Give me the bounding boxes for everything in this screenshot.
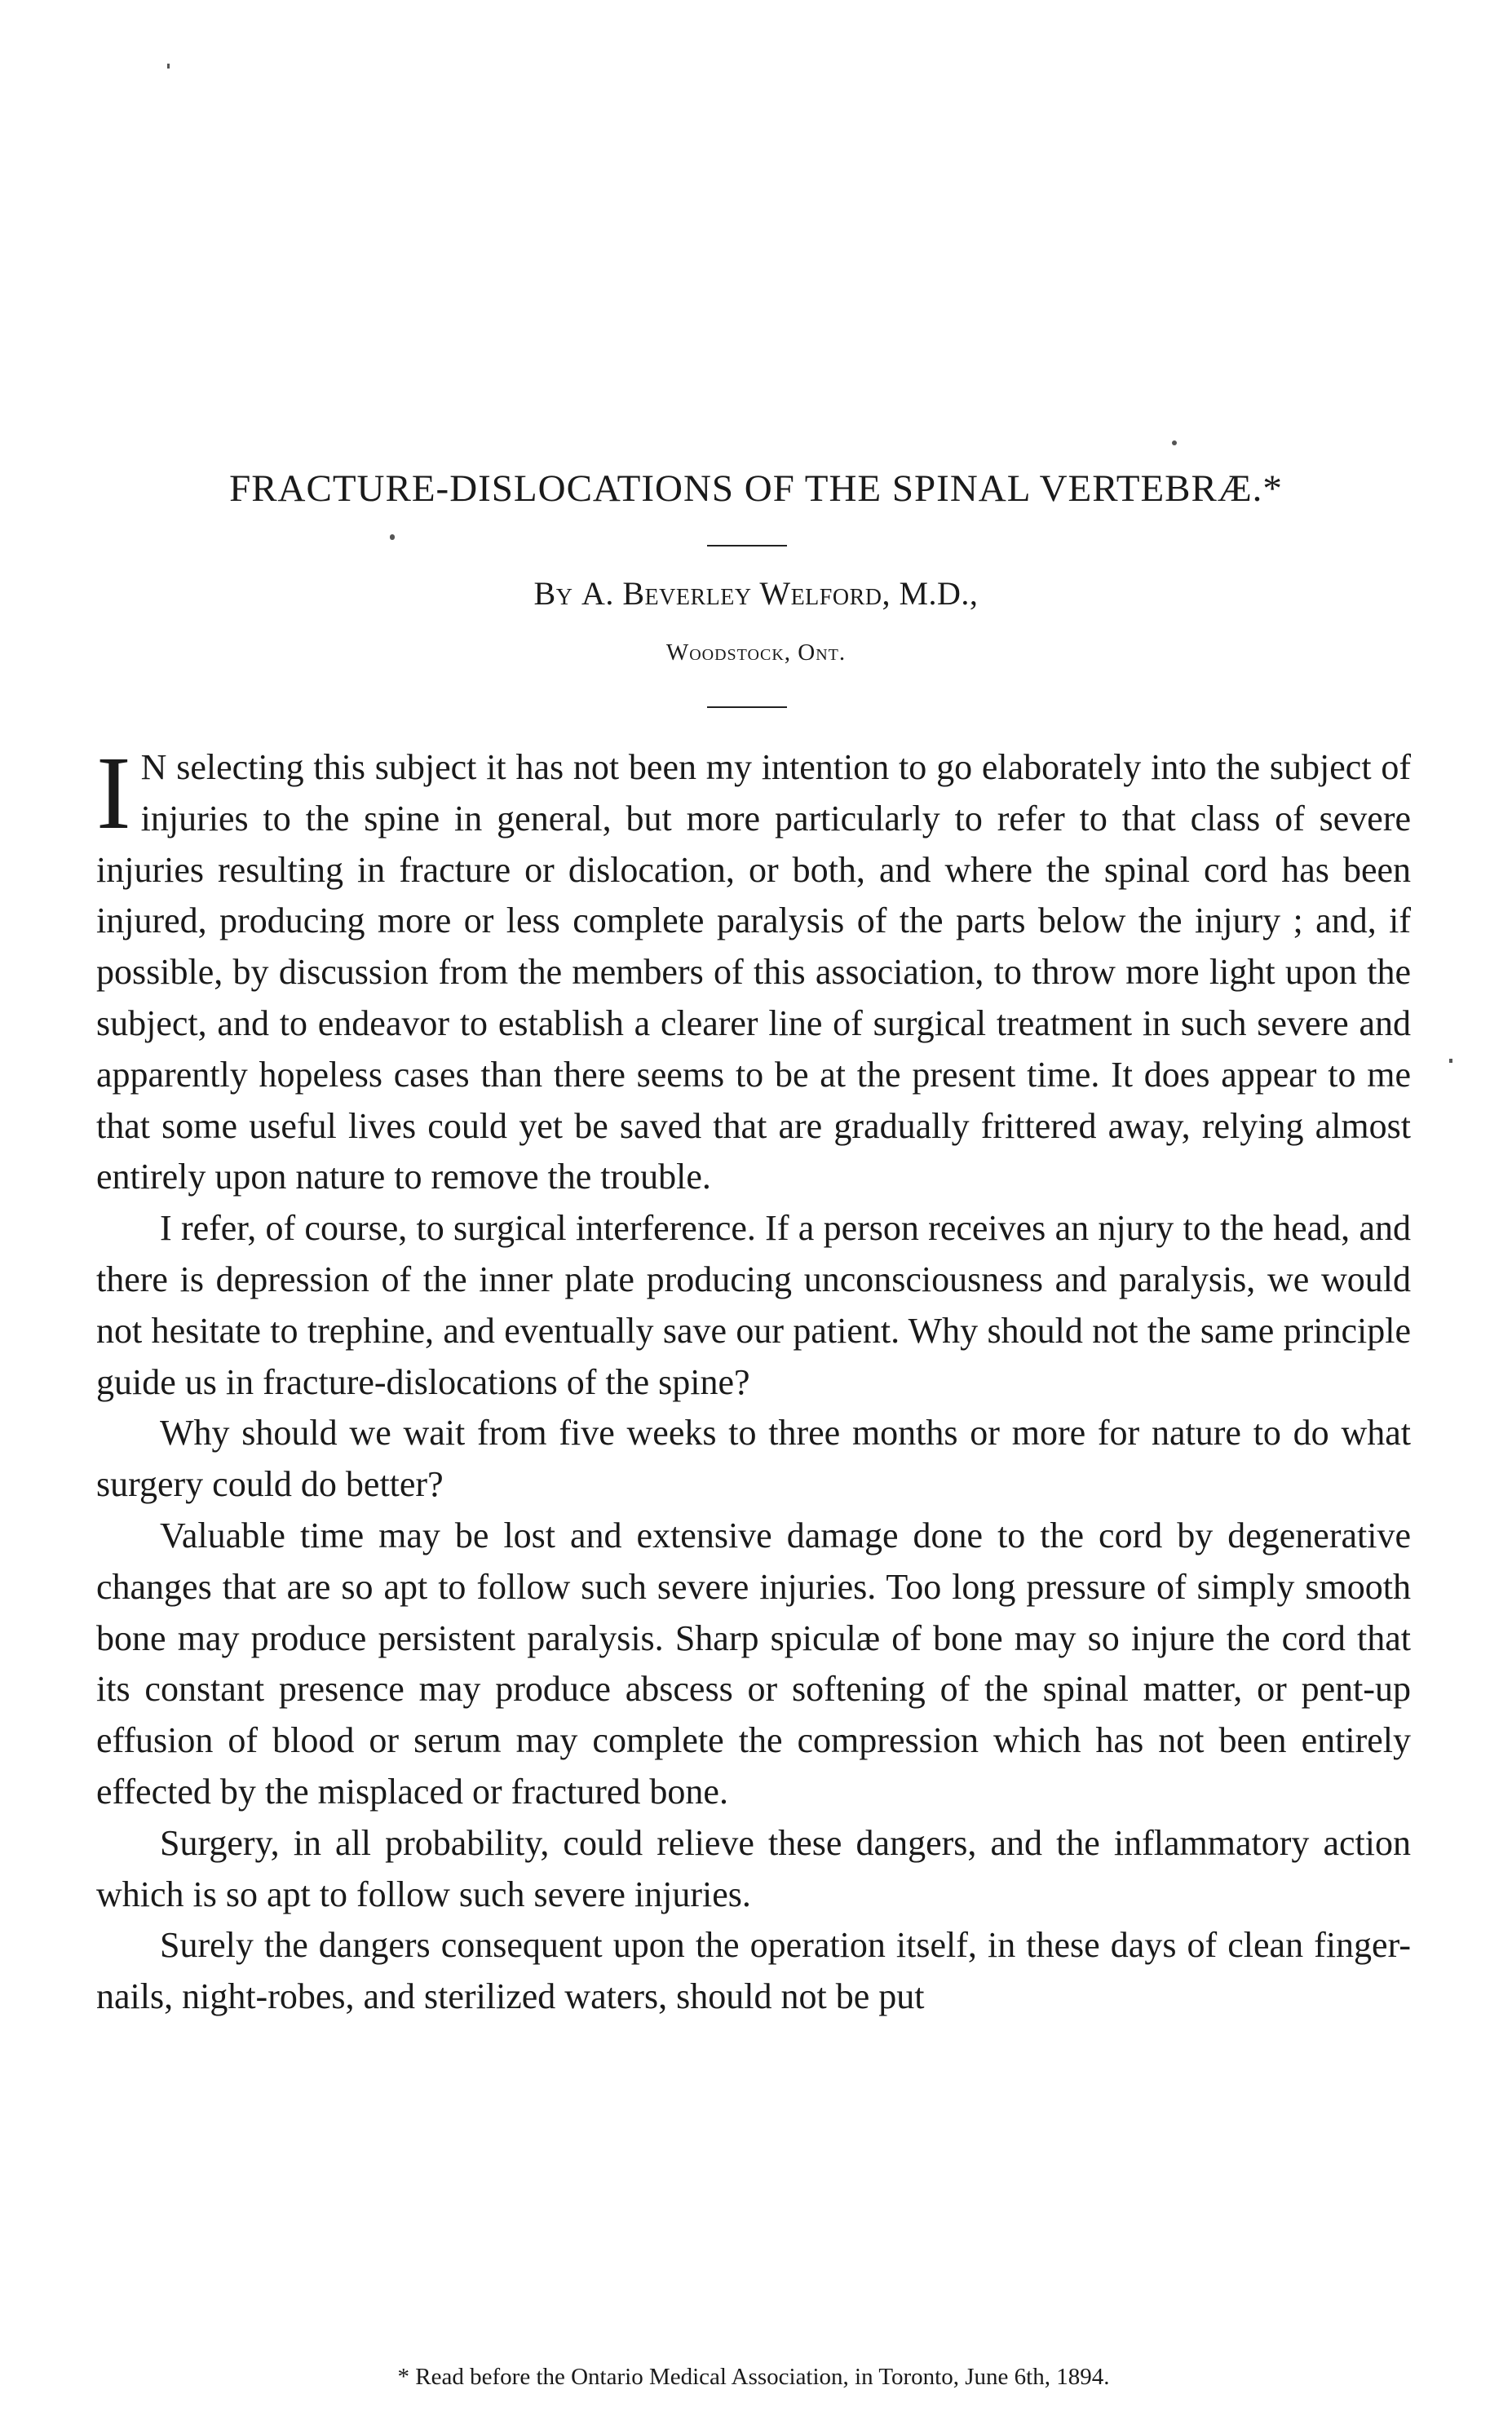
scan-speck xyxy=(1449,1059,1452,1063)
scan-speck xyxy=(390,534,395,540)
article-body xyxy=(96,735,1411,2023)
scan-speck xyxy=(1172,440,1177,445)
drop-cap: I xyxy=(96,735,131,851)
first-word: N xyxy=(140,747,167,787)
paragraph: Surgery, in all probability, could relieve these dangers, and the inflammatory action which is so apt to follow such severe injuries. xyxy=(96,1822,1411,1914)
author-prefix: By xyxy=(533,575,573,612)
title-divider xyxy=(707,545,787,546)
paragraph xyxy=(96,735,1411,1203)
paragraph: Surely the dangers consequent upon the operation itself, in these days of clean finger-nails, night-robes, and sterilized waters, should not be put xyxy=(96,1925,1411,2017)
article-title: FRACTURE-DISLOCATIONS OF THE SPINAL VERTEBRÆ.* xyxy=(229,467,1283,510)
paragraph: Why should we wait from five weeks to three months or more for nature to do what surgery could do better? xyxy=(96,1413,1411,1505)
scan-speck xyxy=(167,64,170,69)
paragraph: Valuable time may be lost and extensive damage done to the cord by degenerative changes that are so apt to follow such severe injuries. Too long pressure of simply smooth bone may produce persistent paralysis. Sharp spiculæ of bone may so injure the cord that its constant presence may produce abscess or softening of the spinal matter, or pent-up effusion of blood or serum may complete the compression which has not been entirely effected by the misplaced or fractured bone. xyxy=(96,1515,1411,1812)
footnote: * Read before the Ontario Medical Association, in Toronto, June 6th, 1894. xyxy=(397,2364,1110,2390)
author-name: A. Beverley Welford, M.D., xyxy=(581,575,979,612)
paragraph-text: selecting this subject it has not been my intention to go elaborately into the subject of injuries to the spine in general, but more particularly to refer to that class of severe injuries resulting in fracture or dislocation, or both, and where the spinal cord has been injured, producing more or less complete paralysis of the parts below the injury ; and, if possible, by discussion from the members of this association, to throw more light upon the subject, and to endeavor to establish a clearer line of surgical treatment in such severe and apparently hopeless cases than there seems to be at the present time. It does appear to me that some useful lives could yet be saved that are gradually frittered away, relying almost entirely upon nature to remove the trouble. xyxy=(96,747,1411,1197)
byline-divider xyxy=(707,706,787,708)
author-byline xyxy=(0,574,1512,613)
paragraph: I refer, of course, to surgical interference. If a person receives an njury to the head, and there is depression of the inner plate producing unconsciousness and paralysis, we would not hesitate to trephine, and eventually save our patient. Why should not the same principle guide us in fracture-dislocations of the spine? xyxy=(96,1208,1411,1402)
author-location: Woodstock, Ont. xyxy=(665,639,847,666)
